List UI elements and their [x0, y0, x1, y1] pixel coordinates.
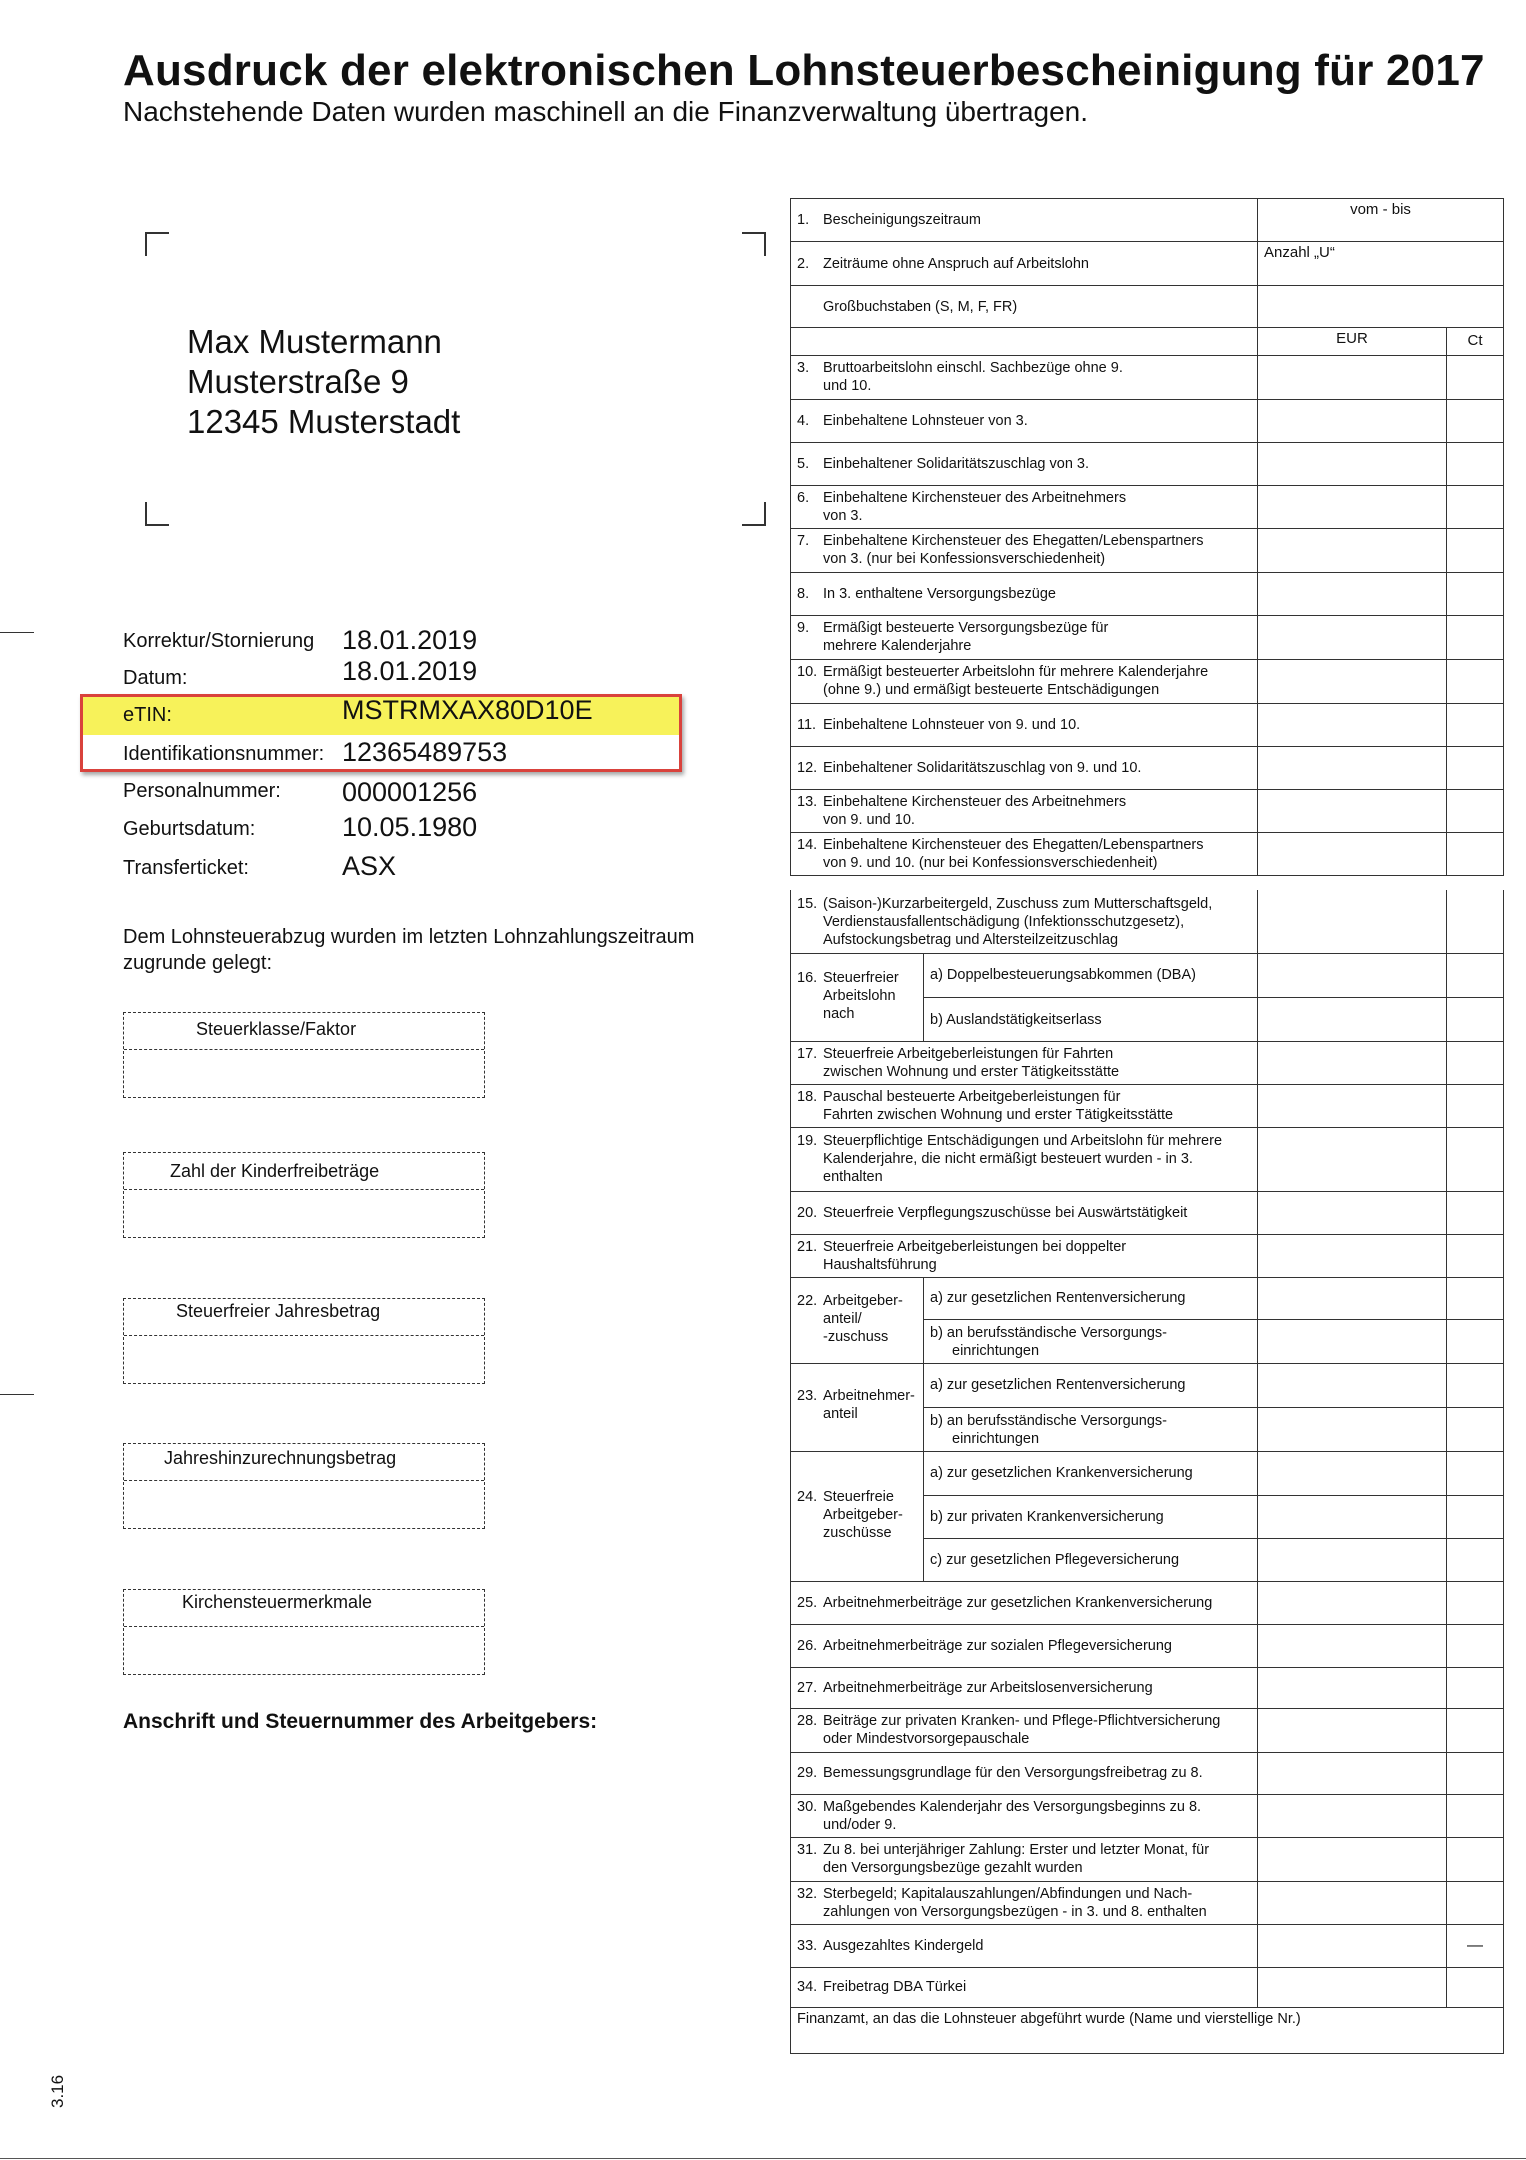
- value-cell: [1258, 286, 1504, 328]
- box-divider: [124, 1049, 484, 1050]
- eur-cell: [1258, 1795, 1447, 1838]
- ct-cell: [1447, 1364, 1504, 1408]
- detail-value: 18.01.2019: [342, 656, 478, 686]
- detail-value: 10.05.1980: [342, 812, 478, 842]
- ct-header: Ct: [1467, 332, 1483, 349]
- sub-row: b) an berufsständische Versorgungs- einrichtungen: [924, 1408, 1258, 1452]
- ct-cell: [1447, 1625, 1504, 1668]
- box-divider: [124, 1480, 484, 1481]
- table-row: 4. Einbehaltene Lohnsteuer von 3.: [790, 400, 1258, 443]
- box-label: Jahreshinzurechnungsbetrag: [164, 1448, 397, 1468]
- ct-cell: [1447, 1085, 1504, 1128]
- ct-cell: [1447, 1709, 1504, 1753]
- table-row: 31. Zu 8. bei unterjähriger Zahlung: Erster und letzter Monat, für den Versorgungsbezüge gezahlt wurden: [790, 1838, 1258, 1882]
- document-subtitle: Nachstehende Daten wurden maschinell an die Finanzverwaltung übertragen.: [123, 96, 1089, 127]
- tax-office-label: Finanzamt, an das die Lohnsteuer abgeführt wurde (Name und vierstellige Nr.): [797, 2011, 1301, 2027]
- ct-cell: [1447, 1496, 1504, 1539]
- eur-cell: [1258, 1364, 1447, 1408]
- sub-row: b) zur privaten Krankenversicherung: [924, 1496, 1258, 1539]
- eur-cell: [1258, 1320, 1447, 1364]
- tax-deduction-note: Dem Lohnsteuerabzug wurden im letzten Lohnzahlungszeitraum zugrunde gelegt:: [123, 926, 695, 974]
- ct-header-cell: [1447, 328, 1504, 356]
- address-window-corner: [742, 502, 766, 526]
- detail-value: 000001256: [342, 777, 478, 807]
- box-divider: [124, 1189, 484, 1190]
- table-row: 22. Arbeitgeber- anteil/ -zuschuss: [790, 1278, 924, 1364]
- eur-cell: [1258, 1408, 1447, 1452]
- table-row: 25. Arbeitnehmerbeiträge zur gesetzlichen Krankenversicherung: [790, 1582, 1258, 1625]
- ct-cell: [1447, 1753, 1504, 1795]
- box-label: Kirchensteuermerkmale: [182, 1592, 373, 1612]
- ct-cell: [1447, 356, 1504, 400]
- eur-cell: [1258, 1235, 1447, 1278]
- ct-cell: [1447, 1235, 1504, 1278]
- eur-cell: [1258, 890, 1447, 954]
- table-row: 17. Steuerfreie Arbeitgeberleistungen für Fahrten zwischen Wohnung und erster Tätigkeitsstätte: [790, 1042, 1258, 1085]
- ct-cell: [1447, 443, 1504, 486]
- recipient-city: 12345 Musterstadt: [187, 403, 461, 440]
- document-title: Ausdruck der elektronischen Lohnsteuerbescheinigung für 2017: [123, 46, 1485, 95]
- sub-row: b) an berufsständische Versorgungs- einrichtungen: [924, 1320, 1258, 1364]
- address-window-corner: [145, 232, 169, 256]
- detail-label: Transferticket:: [123, 857, 249, 879]
- table-row: 26. Arbeitnehmerbeiträge zur sozialen Pflegeversicherung: [790, 1625, 1258, 1668]
- table-row: 29. Bemessungsgrundlage für den Versorgungsfreibetrag zu 8.: [790, 1753, 1258, 1795]
- eur-cell: [1258, 616, 1447, 660]
- eur-cell: [1258, 1128, 1447, 1192]
- ct-cell: [1447, 1128, 1504, 1192]
- ct-cell: [1447, 1408, 1504, 1452]
- ct-cell: [1447, 1925, 1504, 1968]
- address-window-corner: [742, 232, 766, 256]
- table-row: 14. Einbehaltene Kirchensteuer des Ehegatten/Lebenspartners von 9. und 10. (nur bei Konfessionsverschiedenheit): [790, 833, 1258, 876]
- ct-cell: [1447, 790, 1504, 833]
- table-row: 30. Maßgebendes Kalenderjahr des Versorgungsbeginns zu 8. und/oder 9.: [790, 1795, 1258, 1838]
- table-row: 28. Beiträge zur privaten Kranken- und Pflege-Pflichtversicherung oder Mindestvorsorgepauschale: [790, 1709, 1258, 1753]
- table-row: 9. Ermäßigt besteuerte Versorgungsbezüge für mehrere Kalenderjahre: [790, 616, 1258, 660]
- detail-value: ASX: [342, 851, 397, 881]
- table-row: 23. Arbeitnehmer- anteil: [790, 1364, 924, 1452]
- eur-cell: [1258, 954, 1447, 998]
- tax-free-amount-box: [123, 1298, 485, 1384]
- table-row: 10. Ermäßigt besteuerter Arbeitslohn für mehrere Kalenderjahre (ohne 9.) und ermäßigt besteuerte Entschädigungen: [790, 660, 1258, 704]
- ct-cell: [1447, 1320, 1504, 1364]
- ct-cell: [1447, 400, 1504, 443]
- detail-label: Korrektur/Stornierung: [123, 630, 315, 652]
- ct-cell: [1447, 890, 1504, 954]
- ct-cell: [1447, 486, 1504, 529]
- detail-label: Personalnummer:: [123, 780, 281, 802]
- table-row: 24. Steuerfreie Arbeitgeber- zuschüsse: [790, 1452, 924, 1582]
- eur-cell: [1258, 1539, 1447, 1582]
- eur-cell: [1258, 833, 1447, 876]
- ct-cell: [1447, 573, 1504, 616]
- eur-cell: [1258, 356, 1447, 400]
- eur-cell: [1258, 1838, 1447, 1882]
- table-row: 8. In 3. enthaltene Versorgungsbezüge: [790, 573, 1258, 616]
- sub-row: c) zur gesetzlichen Pflegeversicherung: [924, 1539, 1258, 1582]
- sub-row: b) Auslandstätigkeitserlass: [924, 998, 1258, 1042]
- box-label: Steuerklasse/Faktor: [196, 1019, 357, 1039]
- table-row: 20. Steuerfreie Verpflegungszuschüsse bei Auswärtstätigkeit: [790, 1192, 1258, 1235]
- table-row: 16. Steuerfreier Arbeitslohn nach: [790, 954, 924, 1042]
- eur-cell: [1258, 1882, 1447, 1925]
- detail-label: Geburtsdatum:: [123, 818, 256, 840]
- eur-cell: [1258, 400, 1447, 443]
- box-label: Zahl der Kinderfreibeträge: [170, 1161, 380, 1181]
- table-row: 3. Bruttoarbeitslohn einschl. Sachbezüge ohne 9. und 10.: [790, 356, 1258, 400]
- eur-header: EUR: [1336, 330, 1368, 347]
- table-row: 33. Ausgezahltes Kindergeld: [790, 1925, 1258, 1968]
- eur-cell: [1258, 1668, 1447, 1709]
- form-version: 3.16: [48, 2074, 67, 2108]
- eur-cell: [1258, 747, 1447, 790]
- eur-cell: [1258, 1192, 1447, 1235]
- table-row: 6. Einbehaltene Kirchensteuer des Arbeitnehmers von 3.: [790, 486, 1258, 529]
- period-cell: [1258, 198, 1504, 242]
- period-header: vom - bis: [1350, 201, 1411, 218]
- ct-cell: [1447, 1668, 1504, 1709]
- ct-cell: [1447, 529, 1504, 573]
- eur-cell: [1258, 1582, 1447, 1625]
- table-row: 11. Einbehaltene Lohnsteuer von 9. und 10.: [790, 704, 1258, 747]
- employer-heading: Anschrift und Steuernummer des Arbeitgebers:: [123, 1710, 598, 1733]
- detail-label: eTIN:: [123, 704, 172, 726]
- ct-cell: [1447, 1582, 1504, 1625]
- sub-row: a) zur gesetzlichen Rentenversicherung: [924, 1364, 1258, 1408]
- table-row: 15. (Saison-)Kurzarbeitergeld, Zuschuss zum Mutterschaftsgeld, Verdienstausfallentschädigung (Infektionsschutzgesetz), Aufstockungsbetrag und Altersteilzeitzuschlag: [790, 890, 1258, 954]
- eur-cell: [1258, 1452, 1447, 1496]
- ct-cell: [1447, 1042, 1504, 1085]
- ct-cell: [1447, 833, 1504, 876]
- recipient-street: Musterstraße 9: [187, 363, 409, 400]
- tax-class-box: [123, 1012, 485, 1098]
- sub-row: a) Doppelbesteuerungsabkommen (DBA): [924, 954, 1258, 998]
- eur-cell: [1258, 660, 1447, 704]
- recipient-name: Max Mustermann: [187, 323, 442, 360]
- eur-cell: [1258, 704, 1447, 747]
- eur-cell: [1258, 1968, 1447, 2008]
- ct-cell: [1447, 1968, 1504, 2008]
- ct-cell: [1447, 1882, 1504, 1925]
- table-row: 7. Einbehaltene Kirchensteuer des Ehegatten/Lebenspartners von 3. (nur bei Konfessionsverschiedenheit): [790, 529, 1258, 573]
- page-bottom-rule: [0, 2158, 1526, 2159]
- eur-cell: [1258, 486, 1447, 529]
- ct-cell: [1447, 1452, 1504, 1496]
- table-row: 2. Zeiträume ohne Anspruch auf Arbeitslohn: [790, 242, 1258, 286]
- table-row: 5. Einbehaltener Solidaritätszuschlag von 3.: [790, 443, 1258, 486]
- eur-cell: [1258, 1925, 1447, 1968]
- ct-cell: [1447, 1539, 1504, 1582]
- detail-label: Datum:: [123, 667, 188, 689]
- table-row: 18. Pauschal besteuerte Arbeitgeberleistungen für Fahrten zwischen Wohnung und erster Tätigkeitsstätte: [790, 1085, 1258, 1128]
- ct-cell: [1447, 704, 1504, 747]
- ct-cell: [1447, 1278, 1504, 1320]
- eur-cell: [1258, 1709, 1447, 1753]
- annual-addition-box: [123, 1443, 485, 1529]
- table-row: 27. Arbeitnehmerbeiträge zur Arbeitslosenversicherung: [790, 1668, 1258, 1709]
- ct-cell: [1447, 616, 1504, 660]
- etin-value: MSTRMXAX80D10E: [342, 695, 593, 725]
- fold-mark: [0, 1394, 34, 1395]
- count-header: Anzahl „U“: [1264, 244, 1335, 261]
- table-row: 34. Freibetrag DBA Türkei: [790, 1968, 1258, 2008]
- table-row: Großbuchstaben (S, M, F, FR): [790, 286, 1258, 328]
- ct-dash: —: [1467, 1937, 1483, 1954]
- table-row: 12. Einbehaltener Solidaritätszuschlag von 9. und 10.: [790, 747, 1258, 790]
- ct-cell: [1447, 954, 1504, 998]
- count-cell: [1258, 242, 1504, 286]
- box-divider: [124, 1335, 484, 1336]
- identification-number-value: 12365489753: [342, 737, 508, 767]
- table-row: 19. Steuerpflichtige Entschädigungen und Arbeitslohn für mehrere Kalenderjahre, die nicht ermäßigt besteuert wurden - in 3. enthalten: [790, 1128, 1258, 1192]
- eur-cell: [1258, 443, 1447, 486]
- table-row: 21. Steuerfreie Arbeitgeberleistungen bei doppelter Haushaltsführung: [790, 1235, 1258, 1278]
- ct-cell: [1447, 1795, 1504, 1838]
- eur-cell: [1258, 998, 1447, 1042]
- church-tax-box: [123, 1589, 485, 1675]
- eur-cell: [1258, 1085, 1447, 1128]
- ct-cell: [1447, 1192, 1504, 1235]
- eur-cell: [1258, 1278, 1447, 1320]
- eur-cell: [1258, 529, 1447, 573]
- address-window-corner: [145, 502, 169, 526]
- ct-cell: [1447, 998, 1504, 1042]
- child-allowance-box: [123, 1152, 485, 1238]
- table-row: 32. Sterbegeld; Kapitalauszahlungen/Abfindungen und Nach- zahlungen von Versorgungsbezügen - in 3. und 8. enthalten: [790, 1882, 1258, 1925]
- ct-cell: [1447, 660, 1504, 704]
- eur-cell: [1258, 1042, 1447, 1085]
- ct-cell: [1447, 1838, 1504, 1882]
- box-divider: [124, 1626, 484, 1627]
- eur-header-cell: [1258, 328, 1447, 356]
- table-row: [790, 328, 1258, 356]
- box-label: Steuerfreier Jahresbetrag: [176, 1301, 381, 1321]
- table-row: 13. Einbehaltene Kirchensteuer des Arbeitnehmers von 9. und 10.: [790, 790, 1258, 833]
- fold-mark: [0, 632, 34, 633]
- sub-row: a) zur gesetzlichen Krankenversicherung: [924, 1452, 1258, 1496]
- eur-cell: [1258, 1625, 1447, 1668]
- table-row: 1. Bescheinigungszeitraum: [790, 198, 1258, 242]
- eur-cell: [1258, 790, 1447, 833]
- detail-value: 18.01.2019: [342, 625, 478, 655]
- eur-cell: [1258, 1753, 1447, 1795]
- eur-cell: [1258, 573, 1447, 616]
- ct-cell: [1447, 747, 1504, 790]
- tax-office-row: [790, 2008, 1504, 2054]
- eur-cell: [1258, 1496, 1447, 1539]
- sub-row: a) zur gesetzlichen Rentenversicherung: [924, 1278, 1258, 1320]
- detail-label: Identifikationsnummer:: [123, 743, 325, 765]
